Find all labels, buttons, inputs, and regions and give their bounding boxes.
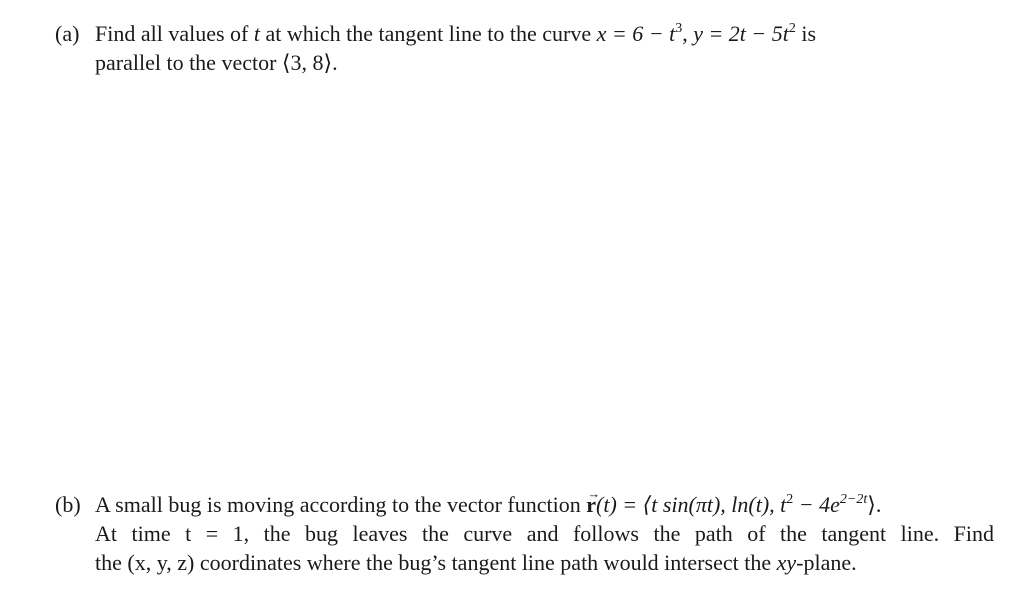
vector-close: ⟩.: [867, 492, 882, 517]
problem-a-text-1: Find all values of: [95, 21, 254, 46]
y-exponent: 2: [788, 21, 796, 36]
problem-a-label: (a): [55, 21, 80, 46]
problem-a-line-2: [55, 48, 994, 77]
problem-a-text-2: at which the tangent line to the curve: [260, 21, 597, 46]
problem-b-text-3a: the (x, y, z) coordinates where the bug’s tangent line path would intersect the: [95, 550, 777, 575]
t-exponent: 2: [786, 492, 794, 507]
exponential-term: − 4e: [793, 492, 840, 517]
problem-b-line-1: [55, 490, 994, 519]
problem-b-text-3b: -plane.: [796, 550, 857, 575]
x-exponent: 3: [675, 21, 683, 36]
problem-b-text-1: A small bug is moving according to the vector function: [95, 492, 587, 517]
variable-t: t: [253, 21, 260, 46]
vector-value: ⟨3, 8⟩.: [281, 50, 338, 75]
xy-plane-label: xy: [776, 550, 797, 575]
problem-b: [55, 490, 994, 577]
problem-a: [55, 19, 994, 77]
problem-a-is: is: [795, 21, 817, 46]
vector-function-args: (t) = ⟨t sin(πt), ln(t), t: [596, 492, 787, 517]
problem-b-line-2: At time t = 1, the bug leaves the curve and follows the path of the tangent line. Find: [95, 521, 994, 546]
problem-b-label: (b): [55, 492, 81, 517]
vector-r-symbol: → r: [586, 490, 596, 519]
equation-separator: ,: [682, 21, 694, 46]
x-equation: x = 6 − t: [596, 21, 676, 46]
problem-a-text-3: parallel to the vector: [95, 50, 282, 75]
problem-b-line-3: [55, 548, 994, 577]
y-equation: y = 2t − 5t: [693, 21, 789, 46]
e-exponent: 2−2t: [839, 492, 868, 507]
problem-a-line-1: [55, 19, 994, 48]
